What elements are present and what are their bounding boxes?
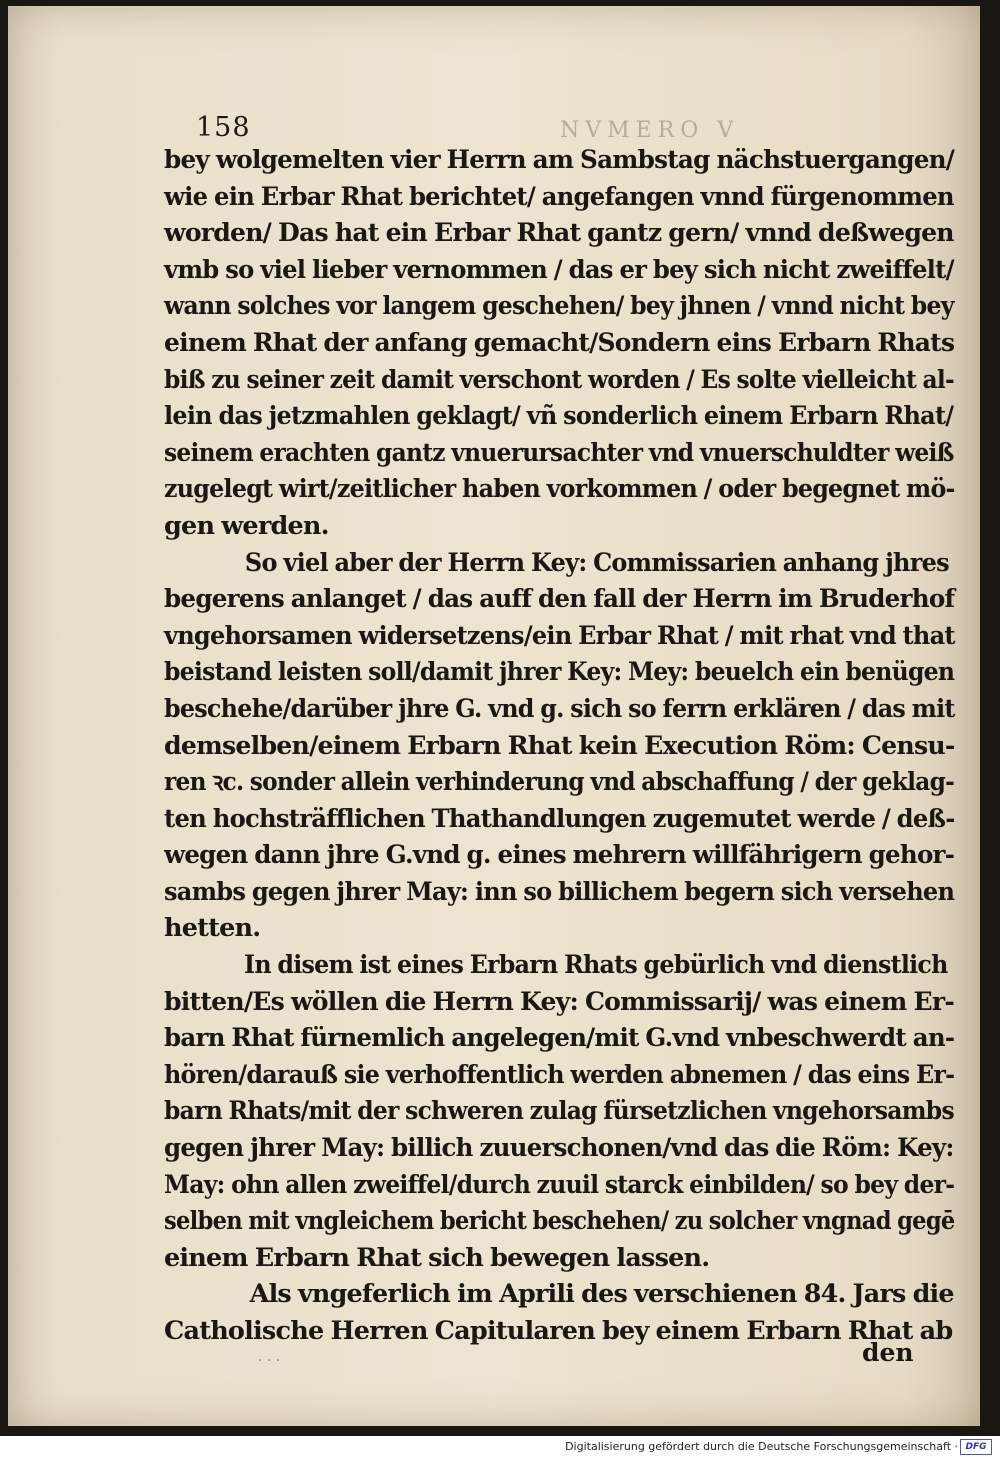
text-line: So viel aber der Herrn Key: Commissarien anhang jhres bbox=[244, 547, 949, 578]
footer-bar bbox=[0, 1436, 1000, 1457]
text-line: barn Rhat fürnemlich angelegen/mit G.vnd vnbeschwerdt an- bbox=[164, 1023, 955, 1054]
text-line: selben mit vngleichem bericht beschehen/ zu solcher vngnad gegē bbox=[164, 1206, 955, 1237]
text-line: zugelegt wirt/zeitlicher haben vorkommen / oder begegnet mö- bbox=[164, 474, 955, 505]
text-line: demselben/einem Erbarn Rhat kein Execution Röm: Censu- bbox=[164, 730, 955, 761]
text-line: hetten. bbox=[164, 913, 261, 944]
footer-credit: Digitalisierung gefördert durch die Deutsche Forschungsgemeinschaft · bbox=[565, 1440, 958, 1453]
text-line: ren ꝛc. sonder allein verhinderung vnd abschaffung / der geklag- bbox=[164, 767, 955, 798]
catchword: den bbox=[862, 1338, 914, 1367]
text-line: vngehorsamen widersetzens/ein Erbar Rhat / mit rhat vnd that bbox=[164, 620, 955, 651]
text-line: wegen dann jhre G.vnd g. eines mehrern willfährigern gehor- bbox=[164, 840, 955, 871]
text-line: barn Rhats/mit der schweren zulag fürsetzlichen vngehorsambs bbox=[164, 1096, 954, 1127]
ghost-marks: · · · bbox=[258, 1353, 281, 1369]
text-line: worden/ Das hat ein Erbar Rhat gantz gern/ vnnd deßwegen bbox=[164, 218, 954, 249]
text-line: beistand leisten soll/damit jhrer Key: Mey: beuelch ein benügen bbox=[164, 657, 955, 688]
text-line: bitten/Es wöllen die Herrn Key: Commissarij/ was einem Er- bbox=[164, 986, 954, 1017]
text-line: gen werden. bbox=[164, 510, 329, 541]
text-line: einem Erbarn Rhat sich bewegen lassen. bbox=[164, 1242, 710, 1273]
text-line: wann solches vor langem geschehen/ bey jhnen / vnnd nicht bey bbox=[164, 291, 954, 322]
text-line: May: ohn allen zweiffel/durch zuuil starck einbilden/ so bey der- bbox=[164, 1169, 955, 1200]
text-line: ten hochsträfflichen Thathandlungen zugemutet werde / deß- bbox=[164, 803, 955, 834]
text-line: biß zu seiner zeit damit verschont worden / Es solte vielleicht al- bbox=[164, 364, 954, 395]
text-line: Als vngeferlich im Aprili des verschienen 84. Jars die bbox=[249, 1279, 954, 1310]
text-line: gegen jhrer May: billich zuuerschonen/vnd das die Röm: Key: bbox=[164, 1133, 954, 1164]
text-line: lein das jetzmahlen geklagt/ vñ sonderlich einem Erbarn Rhat/ bbox=[164, 401, 954, 432]
ghost-header: NVMERO V bbox=[560, 118, 740, 143]
text-line: seinem erachten gantz vnuerursachter vnd vnuerschuldter weiß bbox=[164, 437, 954, 468]
page-number: 158 bbox=[196, 112, 251, 143]
text-line: einem Rhat der anfang gemacht/Sondern eins Erbarn Rhats bbox=[164, 327, 955, 358]
text-line: sambs gegen jhrer May: inn so billichem begern sich versehen bbox=[164, 876, 955, 907]
text-line: Catholische Herren Capitularen bey einem Erbarn Rhat ab bbox=[164, 1316, 953, 1346]
text-line: hören/darauß sie verhoffentlich werden abnemen / das eins Er- bbox=[164, 1059, 955, 1090]
text-line: vmb so viel lieber vernommen / das er bey sich nicht zweiffelt/ bbox=[164, 254, 954, 285]
text-line: begerens anlanget / das auff den fall der Herrn im Bruderhof bbox=[164, 584, 955, 615]
text-line: bey wolgemelten vier Herrn am Sambstag nächstuergangen/ bbox=[164, 145, 955, 175]
dfg-logo-icon: DFG bbox=[960, 1439, 992, 1455]
text-line: wie ein Erbar Rhat berichtet/ angefangen vnnd fürgenommen bbox=[164, 181, 954, 212]
body-text bbox=[164, 142, 954, 1350]
text-line: beschehe/darüber jhre G. vnd g. sich so ferrn erklären / das mit bbox=[164, 693, 955, 724]
text-line: In disem ist eines Erbarn Rhats gebürlich vnd dienstlich bbox=[243, 950, 948, 981]
